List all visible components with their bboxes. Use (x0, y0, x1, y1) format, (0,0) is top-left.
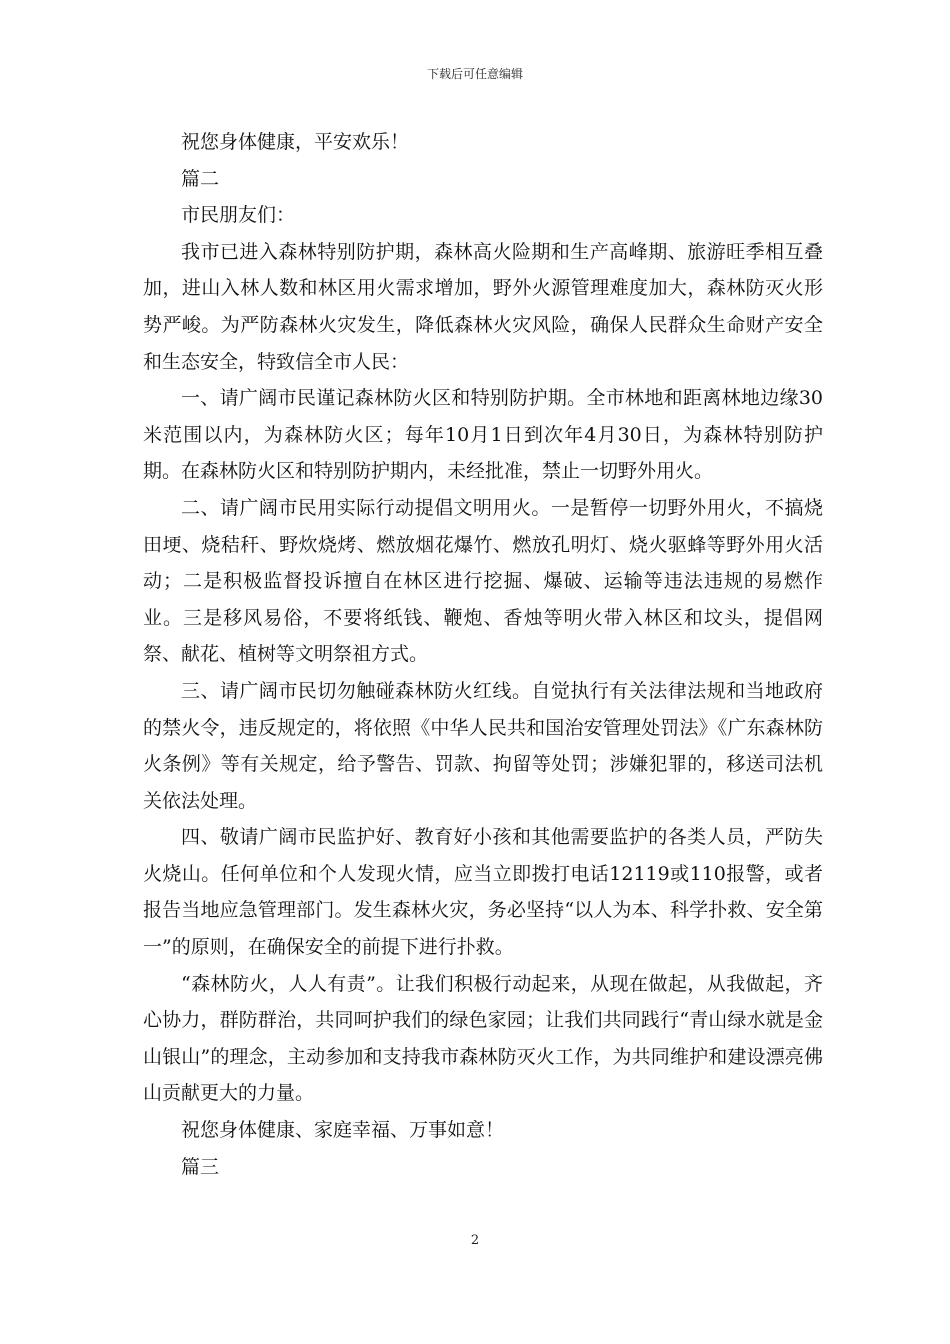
section-heading-3: 篇三 (181, 1155, 220, 1178)
document-body (143, 124, 823, 1185)
section-heading-2: 篇二 (181, 167, 220, 190)
paragraph-call-to-action: “森林防火，人人有责”。让我们积极行动起来，从现在做起，从我做起，齐心协力，群防群治，共同呵护我们的绿色家园；让我们共同践行“青山绿水就是金山银山”的理念，主动参加和支持我市森林防灭火工作，为共同维护和建设漂亮佛山贡献更大的力量。 (143, 972, 823, 1105)
paragraph-closing: 祝您身体健康、家庭幸福、万事如意！ (181, 1119, 505, 1142)
paragraph-intro: 我市已进入森林特别防护期，森林高火险期和生产高峰期、旅游旺季相互叠加，进山入林人数和林区用火需求增加，野外火源管理难度加大，森林防灭火形势严峻。为严防森林火灾发生，降低森林火灾风险，确保人民群众生命财产安全和生态安全，特致信全市人民： (143, 240, 823, 373)
page-header: 下载后可任意编辑 (426, 67, 523, 81)
paragraph-item-1: 一、请广阔市民谨记森林防火区和特别防护期。全市林地和距离林地边缘30米范围以内，为森林防火区；每年10月1日到次年4月30日，为森林特别防护期。在森林防火区和特别防护期内，未经批准，禁止一切野外用火。 (143, 387, 823, 483)
paragraph-item-4: 四、敬请广阔市民监护好、教育好小孩和其他需要监护的各类人员，严防失火烧山。任何单位和个人发现火情，应当立即拨打电话12119或110报警，或者报告当地应急管理部门。发生森林火灾，务必坚持“以人为本、科学扑救、安全第一”的原则，在确保安全的前提下进行扑救。 (143, 826, 823, 959)
paragraph-greeting: 祝您身体健康，平安欢乐！ (181, 131, 410, 153)
page-number: 2 (470, 1233, 480, 1248)
paragraph-salutation: 市民朋友们： (181, 204, 296, 227)
paragraph-item-2: 二、请广阔市民用实际行动提倡文明用火。一是暂停一切野外用火，不搞烧田埂、烧秸秆、野炊烧烤、燃放烟花爆竹、燃放孔明灯、烧火驱蜂等野外用火活动；二是积极监督投诉擅自在林区进行挖掘、爆破、运输等违法违规的易燃作业。三是移风易俗，不要将纸钱、鞭炮、香烛等明火带入林区和坟头，提倡网祭、献花、植树等文明祭祖方式。 (143, 496, 823, 666)
paragraph-item-3: 三、请广阔市民切勿触碰森林防火红线。自觉执行有关法律法规和当地政府的禁火令，违反规定的，将依照《中华人民共和国治安管理处罚法》《广东森林防火条例》等有关规定，给予警告、罚款、拘留等处罚；涉嫌犯罪的，移送司法机关依法处理。 (143, 679, 823, 812)
